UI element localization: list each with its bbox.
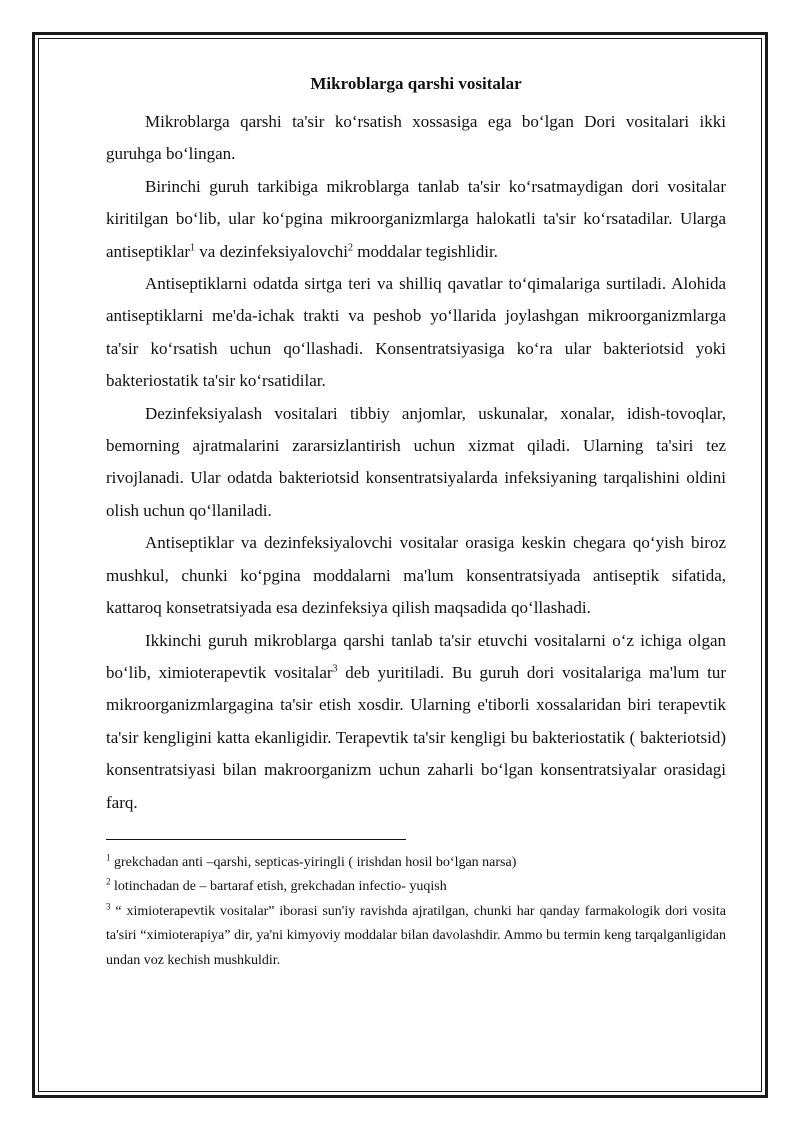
paragraph-text: Birinchi guruh tarkibiga mikroblarga tanlab ta'sir ko‘rsatmaydigan dori vositalar kiritilgan bo‘lib, ular ko‘pgina mikroorganizmlarga halokatli ta'sir ko‘rsatadilar. Ularga antiseptiklar	[106, 176, 726, 261]
paragraph-disinfectants: Dezinfeksiyalash vositalari tibbiy anjomlar, uskunalar, xonalar, idish-tovoqlar, bemorning ajratmalarini zararsizlantirish uchun xizmat qiladi. Ularning ta'siri tez rivojlanadi. Ular odatda bakteriotsid konsentratsiyalarda infeksiyaning tarqalishini oldini olish uchun qo‘llaniladi.	[106, 403, 726, 520]
footnote-ref-3[interactable]: 3	[332, 663, 338, 675]
footnote-marker: 1	[106, 852, 111, 863]
footnote-text: grekchadan anti –qarshi, septicas-yiringli ( irishdan hosil bo‘lgan narsa)	[110, 854, 517, 870]
paragraph-text: moddalar tegishlidir.	[352, 241, 498, 261]
footnote-marker: 2	[106, 876, 111, 887]
footnote-marker: 3	[106, 901, 111, 912]
paragraph-text: deb yuritiladi. Bu guruh dori vositalariga ma'lum tur mikroorganizmlargagina ta'sir etish xosdir. Ularning e'tiborli xossalaridan biri terapevtik ta'sir kengligini katta ekanligidir. Terapevtik ta'sir kengligi bu bakteriostatik ( bakteriotsid) konsentratsiyasi bilan makroorganizm uchun zaharli bo‘lgan konsentratsiyalar orasidagi farq.	[106, 662, 726, 812]
footnote-text: lotinchadan de – bartaraf etish, grekchadan infectio- yuqish	[110, 879, 447, 895]
document-title: Mikroblarga qarshi vositalar	[310, 74, 522, 93]
paragraph-text: va dezinfeksiyalovchi	[195, 241, 348, 261]
footnote-1	[106, 851, 726, 876]
paragraph-first-group	[106, 171, 726, 268]
footnote-3	[106, 900, 726, 974]
paragraph-antiseptics: Antiseptiklarni odatda sirtga teri va shilliq qavatlar to‘qimalariga surtiladi. Alohida antiseptiklarni me'da-ichak trakti va peshob yo‘llarida joylashgan mikroorganizmlarga ta'sir ko‘rsatish uchun qo‘llashadi. Konsentratsiyasiga ko‘ra ular bakteriotsid yoki bakteriostatik ta'sir ko‘rsatidilar.	[106, 274, 726, 391]
footnote-text: “ ximioterapevtik vositalar” iborasi sun'iy ravishda ajratilgan, chunki har qanday farmakologik dori vosita ta'siri “ximioterapiya” dir, ya'ni kimyoviy moddalar bilan davolashdir. Ammo bu termin keng tarqalganligidan undan voz kechish mushkuldir.	[106, 903, 726, 968]
footnote-separator	[106, 839, 406, 840]
footnote-ref-2[interactable]: 2	[347, 241, 353, 253]
paragraph-second-group	[106, 625, 726, 819]
document-page	[106, 72, 726, 973]
paragraph-boundary: Antiseptiklar va dezinfeksiyalovchi vositalar orasiga keskin chegara qo‘yish biroz mushkul, chunki ko‘pgina moddalarni ma'lum konsentratsiyada antiseptik sifatida, kattaroq konsetratsiyada esa dezinfeksiya qilish maqsadida qo‘llashadi.	[106, 533, 726, 618]
paragraph-text: Ikkinchi guruh mikroblarga qarshi tanlab ta'sir etuvchi vositalarni o‘z ichiga olgan bo‘lib, ximioterapevtik vositalar	[106, 630, 726, 682]
footnote-2	[106, 875, 726, 900]
footnote-ref-1[interactable]: 1	[190, 241, 196, 253]
paragraph-intro: Mikroblarga qarshi ta'sir ko‘rsatish xossasiga ega bo‘lgan Dori vositalari ikki guruhga bo‘lingan.	[106, 112, 726, 164]
